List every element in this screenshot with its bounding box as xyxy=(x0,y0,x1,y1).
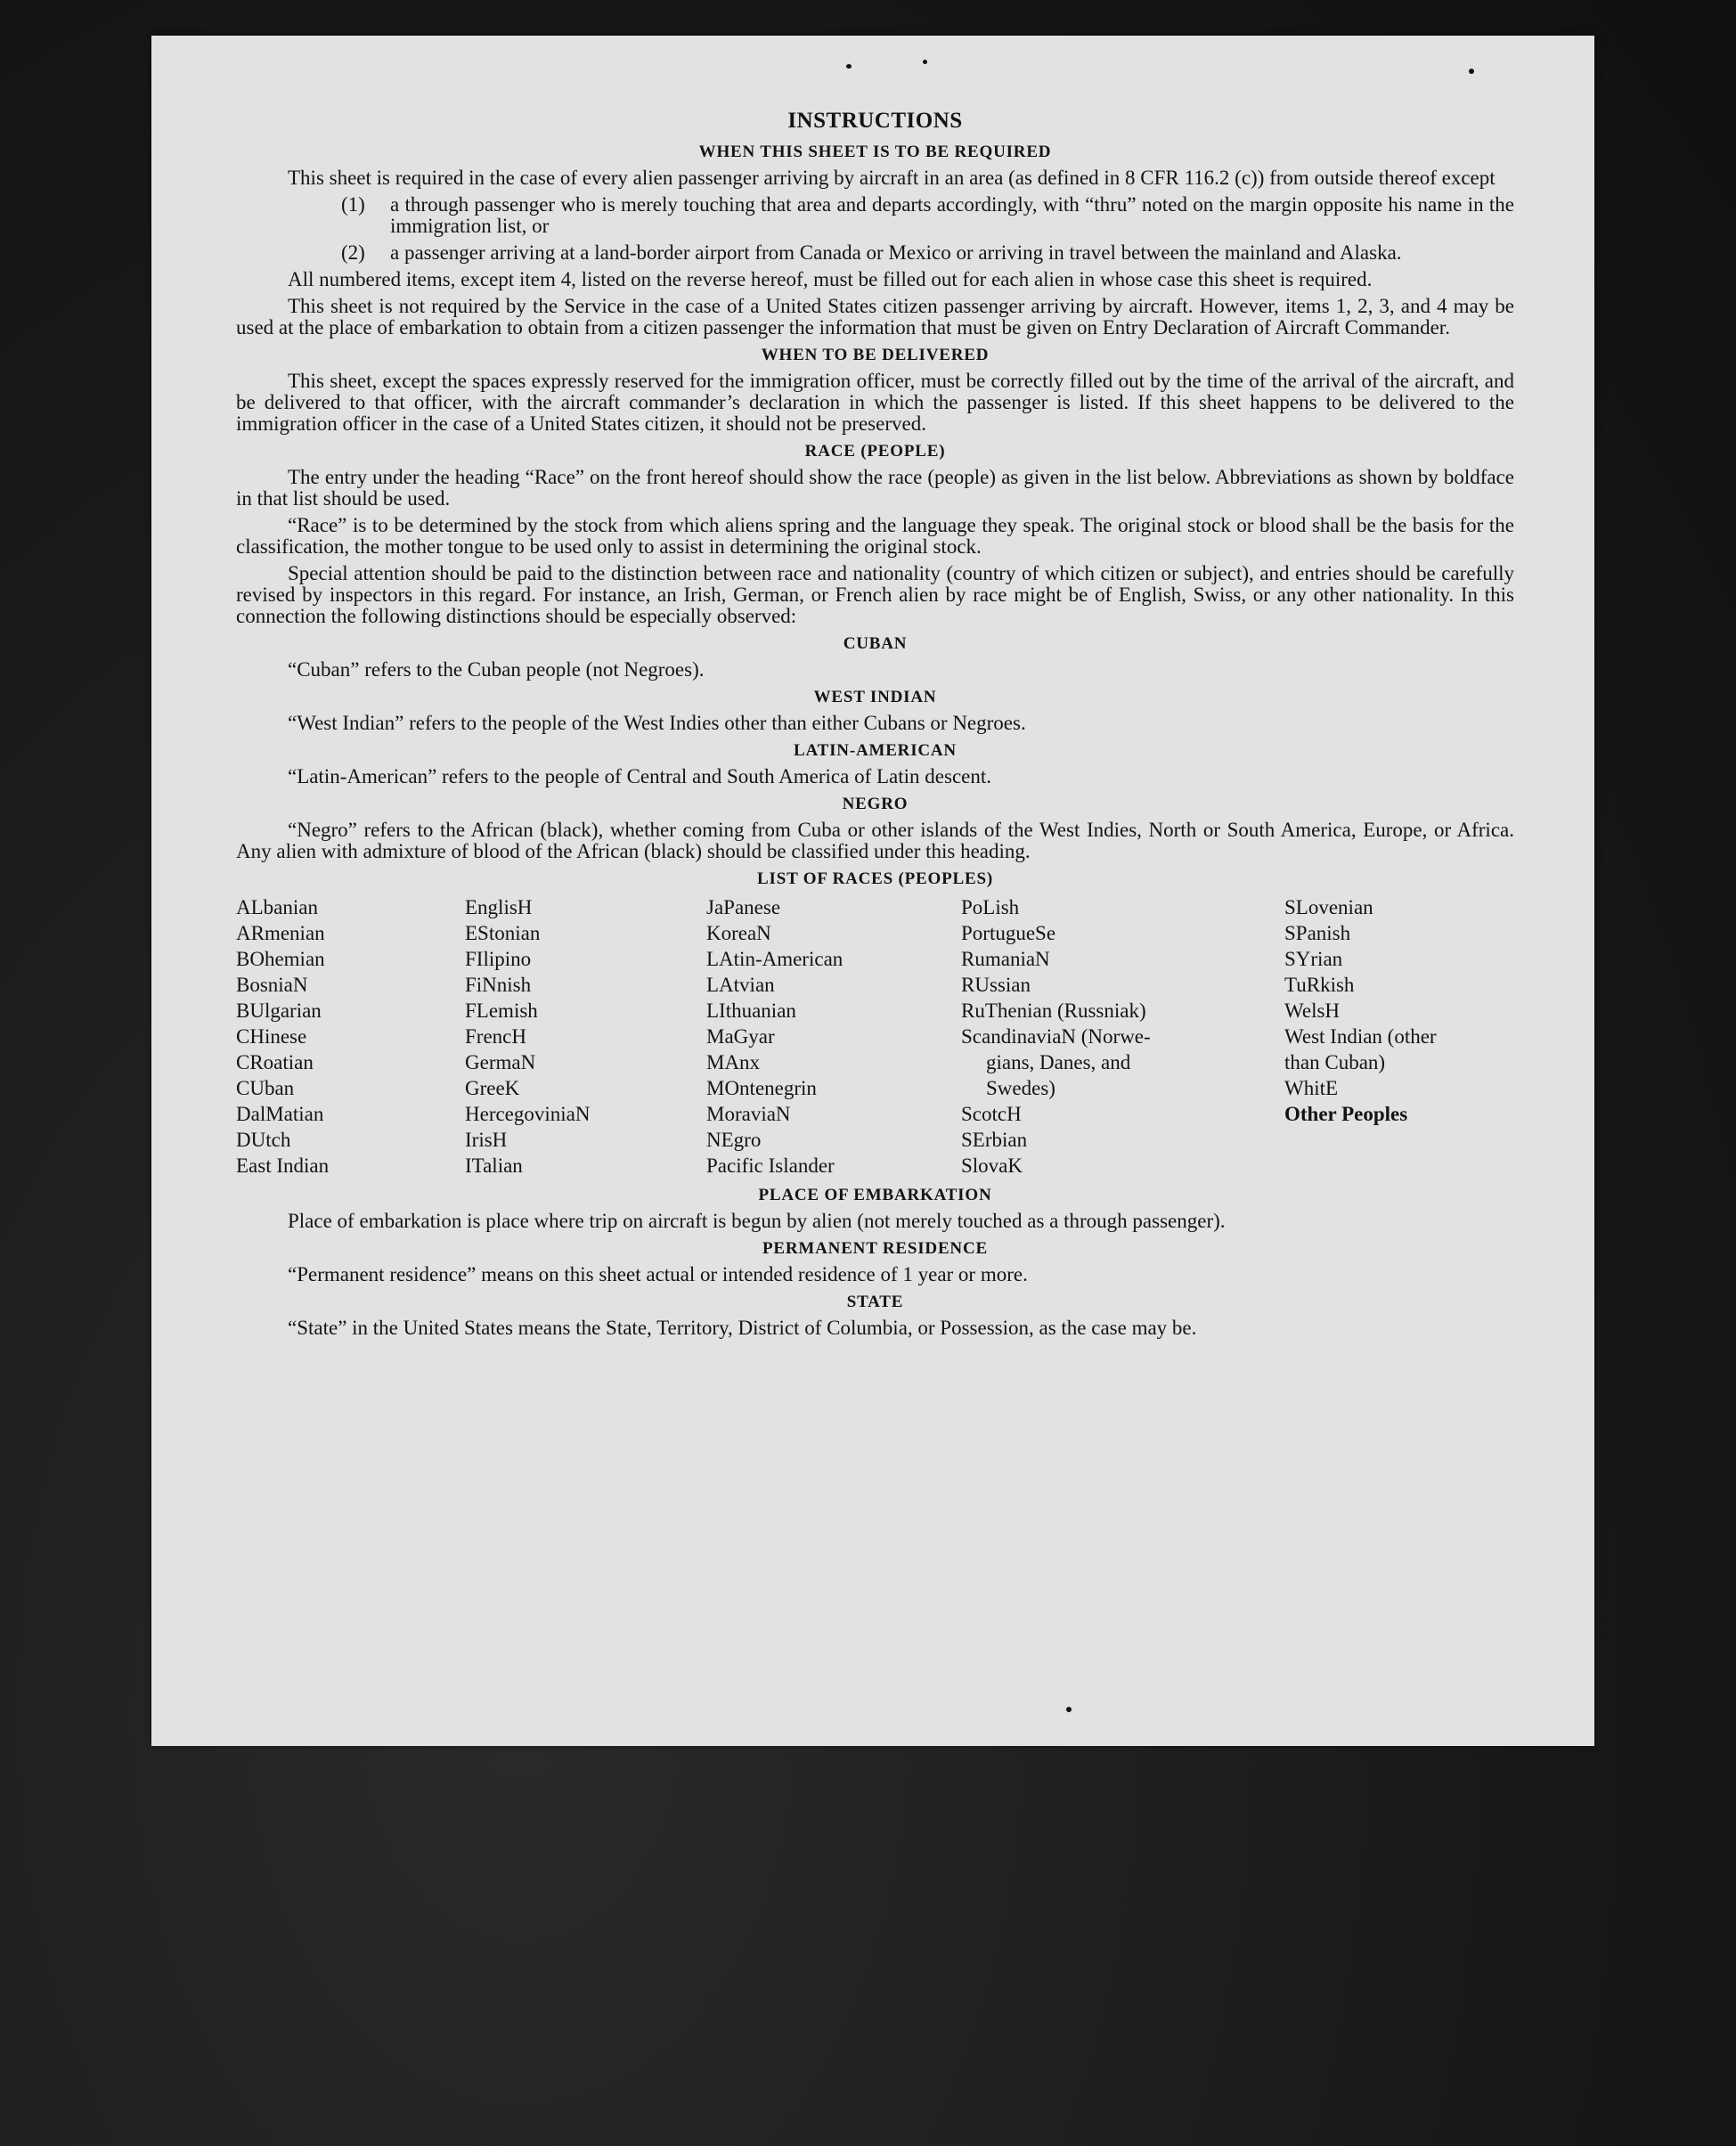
race-entry: LAtvian xyxy=(706,974,775,996)
race-entry: FLemish xyxy=(465,1000,538,1022)
race-entry: MaGyar xyxy=(706,1025,775,1048)
exception-text: a through passenger who is merely touching that area and departs accordingly, with “thru” noted on the margin opposite his name in the immigration list, or xyxy=(390,193,1514,237)
race-entry: GreeK xyxy=(465,1077,520,1099)
heading-negro: NEGRO xyxy=(842,795,909,813)
race-entry-continued: than Cuban) xyxy=(1284,1051,1386,1073)
race-entry: FrencH xyxy=(465,1025,526,1048)
race-entry: EnglisH xyxy=(465,896,533,918)
citizen-paragraph: This sheet is not required by the Service in the case of a United States citizen passenger arriving by aircraft. However, items 1, 2, 3, and 4 may be used at the place of embarkation to obtain from a citizen passenger the information that must be given on Entry Declaration of Aircraft Commander. xyxy=(236,295,1514,339)
race-entry: MoraviaN xyxy=(706,1103,791,1125)
race-entry: BUlgarian xyxy=(236,1000,322,1022)
races-list xyxy=(236,894,1514,1179)
race-entry: MOntenegrin xyxy=(706,1077,817,1099)
race-entry: JaPanese xyxy=(706,896,781,918)
heading-embarkation: PLACE OF EMBARKATION xyxy=(758,1186,992,1204)
race-entry: BosniaN xyxy=(236,974,308,996)
race-entry: East Indian xyxy=(236,1155,330,1177)
race-entry: FiNnish xyxy=(465,974,532,996)
race-entry: SErbian xyxy=(961,1129,1028,1151)
race-entry: PoLish xyxy=(961,896,1020,918)
race-entry: KoreaN xyxy=(706,922,771,944)
numbered-items-paragraph: All numbered items, except item 4, listed on the reverse hereof, must be filled out for each alien in whose case this sheet is required. xyxy=(288,268,1373,290)
embarkation-paragraph: Place of embarkation is place where trip on aircraft is begun by alien (not merely touched as a through passenger). xyxy=(288,1210,1226,1232)
required-intro: This sheet is required in the case of every alien passenger arriving by aircraft in an area (as defined in 8 CFR 116.2 (c)) from outside thereof except xyxy=(288,167,1496,189)
heading-west-indian: WEST INDIAN xyxy=(813,688,937,706)
instruction-sheet xyxy=(151,36,1594,1746)
race-entry-continued: Swedes) xyxy=(986,1077,1055,1099)
race-entry: RuThenian (Russniak) xyxy=(961,1000,1146,1022)
race-entry: SlovaK xyxy=(961,1155,1023,1177)
race-entry: NEgro xyxy=(706,1129,762,1151)
delivered-paragraph: This sheet, except the spaces expressly reserved for the immigration officer, must be correctly filled out by the time of the arrival of the aircraft, and be delivered to that officer, with the aircraft commander’s declaration in which the passenger is listed. If this sheet happens to be delivered to the immigration officer in the case of a United States citizen, it should not be preserved. xyxy=(236,370,1514,435)
heading-list-of-races: LIST OF RACES (PEOPLES) xyxy=(757,869,993,888)
race-entry: SYrian xyxy=(1284,948,1343,970)
exception-number: (2) xyxy=(341,241,365,264)
race-entry: West Indian (other xyxy=(1284,1025,1437,1048)
race-entry: EStonian xyxy=(465,922,541,944)
heading-when-required: WHEN THIS SHEET IS TO BE REQUIRED xyxy=(698,143,1052,161)
race-entry: RumaniaN xyxy=(961,948,1050,970)
race-entry: GermaN xyxy=(465,1051,536,1073)
race-entry: CRoatian xyxy=(236,1051,314,1073)
exception-text: a passenger arriving at a land-border airport from Canada or Mexico or arriving in travel between the mainland and Alaska. xyxy=(390,241,1402,264)
race-paragraph-2: “Race” is to be determined by the stock from which aliens spring and the language they speak. The original stock or blood shall be the basis for the classification, the mother tongue to be used only to assist in determining the original stock. xyxy=(236,514,1514,558)
race-entry: SLovenian xyxy=(1284,896,1373,918)
races-column xyxy=(961,894,1284,1179)
race-entry: ALbanian xyxy=(236,896,318,918)
negro-paragraph: “Negro” refers to the African (black), whether coming from Cuba or other islands of the West Indies, North or South America, Europe, or Africa. Any alien with admixture of blood of the African (black) should be classified under this heading. xyxy=(236,819,1514,862)
race-entry: CUban xyxy=(236,1077,295,1099)
race-paragraph-3: Special attention should be paid to the distinction between race and nationality (country of which citizen or subject), and entries should be carefully revised by inspectors in this regard. For instance, an Irish, German, or French alien by race might be of English, Swiss, or any other nationality. In this connection the following distinctions should be especially observed: xyxy=(236,562,1514,627)
races-column xyxy=(706,894,961,1179)
heading-when-delivered: WHEN TO BE DELIVERED xyxy=(761,346,990,364)
race-entry: RUssian xyxy=(961,974,1031,996)
page-title: INSTRUCTIONS xyxy=(787,109,963,133)
race-entry: PortugueSe xyxy=(961,922,1056,944)
race-entry: CHinese xyxy=(236,1025,307,1048)
west-indian-paragraph: “West Indian” refers to the people of the West Indies other than either Cubans or Negroes. xyxy=(288,712,1026,734)
race-entry: LIthuanian xyxy=(706,1000,796,1022)
scan-speck xyxy=(1066,1707,1072,1712)
cuban-paragraph: “Cuban” refers to the Cuban people (not Negroes). xyxy=(288,658,705,681)
races-column xyxy=(1284,894,1514,1179)
heading-state: STATE xyxy=(846,1293,904,1311)
scan-speck xyxy=(846,64,852,69)
race-entry: WhitE xyxy=(1284,1077,1339,1099)
race-entry: IrisH xyxy=(465,1129,508,1151)
race-entry: ARmenian xyxy=(236,922,325,944)
race-entry: SPanish xyxy=(1284,922,1351,944)
scan-speck xyxy=(923,60,927,64)
race-entry: TuRkish xyxy=(1284,974,1355,996)
exception-number: (1) xyxy=(341,193,365,216)
race-entry: WelsH xyxy=(1284,1000,1341,1022)
race-entry: LAtin-American xyxy=(706,948,844,970)
race-entry: Other Peoples xyxy=(1284,1103,1408,1125)
state-paragraph: “State” in the United States means the State, Territory, District of Columbia, or Possession, as the case may be. xyxy=(288,1317,1197,1339)
race-entry: ScandinaviaN (Norwe- xyxy=(961,1025,1151,1048)
race-entry: ITalian xyxy=(465,1155,523,1177)
heading-latin-american: LATIN-AMERICAN xyxy=(794,741,957,760)
races-column xyxy=(236,894,465,1179)
race-entry: FIlipino xyxy=(465,948,532,970)
residence-paragraph: “Permanent residence” means on this sheet actual or intended residence of 1 year or more. xyxy=(288,1263,1028,1285)
scan-speck xyxy=(1469,69,1474,74)
race-paragraph-1: The entry under the heading “Race” on the front hereof should show the race (people) as given in the list below. Abbreviations as shown by boldface in that list should be used. xyxy=(236,466,1514,510)
race-entry: DUtch xyxy=(236,1129,291,1151)
race-entry: ScotcH xyxy=(961,1103,1022,1125)
race-entry-continued: gians, Danes, and xyxy=(986,1051,1131,1073)
races-column xyxy=(465,894,706,1179)
race-entry: MAnx xyxy=(706,1051,761,1073)
exception-item xyxy=(341,242,1514,264)
heading-cuban: CUBAN xyxy=(843,634,908,653)
race-entry: HercegoviniaN xyxy=(465,1103,591,1125)
heading-permanent-residence: PERMANENT RESIDENCE xyxy=(762,1239,988,1258)
latin-american-paragraph: “Latin-American” refers to the people of Central and South America of Latin descent. xyxy=(288,765,991,787)
race-entry: DalMatian xyxy=(236,1103,324,1125)
race-entry: Pacific Islander xyxy=(706,1155,835,1177)
heading-race: RACE (PEOPLE) xyxy=(804,442,946,461)
race-entry: BOhemian xyxy=(236,948,325,970)
exception-item xyxy=(341,194,1514,237)
